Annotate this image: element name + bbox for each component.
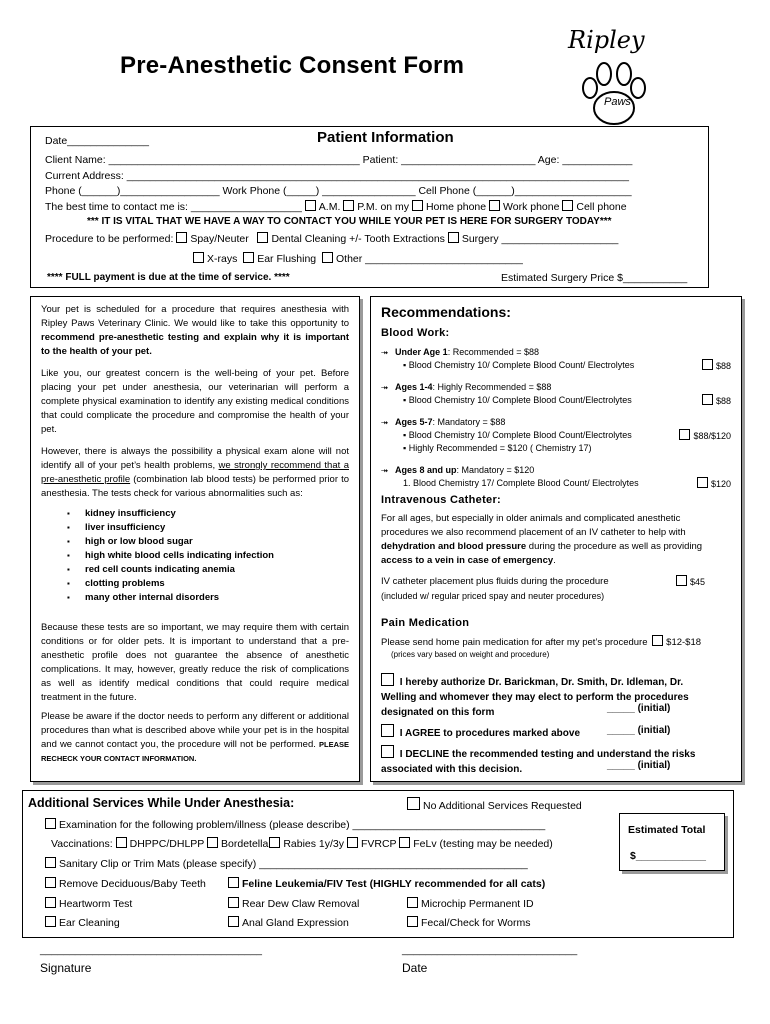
pain-heading: Pain Medication — [381, 617, 470, 629]
pm-label: P.M. on my — [357, 201, 410, 213]
xrays-label: X-rays — [207, 253, 238, 265]
cell-phone-checkbox[interactable] — [562, 200, 573, 211]
under1-price-label: $88 — [715, 361, 731, 371]
age57-price-label: $88/$120 — [693, 431, 731, 441]
exam-underlined: we strongly recommend that a pre-anesthetic profile — [41, 460, 349, 485]
am-label: A.M. — [318, 201, 341, 213]
pain-checkbox[interactable] — [652, 635, 663, 646]
iv-bold-2: access to a vein in case of emergency — [381, 555, 554, 566]
dewclaw-option — [228, 897, 359, 911]
under1-sub: Blood Chemistry 10/ Complete Blood Count/ Electrolytes — [408, 360, 635, 370]
client-name-line[interactable]: Client Name: ___________________________________________ Patient: _______________________ Age: ____________ — [45, 154, 633, 166]
deciduous-label: Remove Deciduous/Baby Teeth — [59, 878, 206, 890]
iv-text: For all ages, but especially in older animals and complicated anesthetic procedures we also recommend placement of an IV catheter to help with — [381, 513, 686, 538]
pain-sub: (prices vary based on weight and procedure) — [391, 650, 550, 659]
age14-desc: : Highly Recommended = $88 — [432, 382, 552, 392]
fecal-checkbox[interactable] — [407, 916, 418, 927]
felv-checkbox[interactable] — [399, 837, 410, 848]
iv-heading: Intravenous Catheter: — [381, 494, 501, 506]
date-field[interactable]: Date______________ — [45, 135, 149, 147]
exam-checkbox[interactable] — [45, 818, 56, 829]
clinic-logo — [560, 22, 670, 132]
sanitary-label[interactable]: Sanitary Clip or Trim Mats (please specify) ______________________________________________ — [59, 858, 528, 870]
age14-sub: Blood Chemistry 10/ Complete Blood Count/Electrolytes — [408, 395, 632, 405]
agree-initial[interactable]: _____ (initial) — [607, 725, 671, 736]
intro-paragraph — [41, 303, 349, 359]
exam-paragraph — [41, 445, 349, 501]
best-time-label[interactable]: The best time to contact me is: ___________________ — [45, 201, 302, 213]
notice-paragraph — [41, 710, 349, 766]
work-phone-checkbox[interactable] — [489, 200, 500, 211]
age57-price — [679, 429, 731, 441]
home-phone-label: Home phone — [425, 201, 487, 213]
page-title: Pre-Anesthetic Consent Form — [120, 52, 465, 79]
microchip-option — [407, 897, 534, 911]
fvrcp-checkbox[interactable] — [347, 837, 358, 848]
exam-label[interactable]: Examination for the following problem/illness (please describe) _________________________________ — [59, 819, 546, 831]
anal-gland-option — [228, 916, 349, 930]
patient-info-section — [30, 126, 709, 288]
procedure-label: Procedure to be performed: — [45, 233, 174, 245]
authorize-checkbox[interactable] — [381, 673, 394, 686]
am-checkbox[interactable] — [305, 200, 316, 211]
iv-bold-1: dehydration and blood pressure — [381, 541, 527, 552]
address-line[interactable]: Current Address: ______________________________________________________________________________________ — [45, 170, 629, 182]
arrow-icon: ⯮ — [381, 465, 389, 475]
info-panel — [30, 296, 360, 782]
age8-price — [697, 477, 731, 489]
arrow-icon: ⯮ — [381, 382, 389, 392]
surgery-checkbox[interactable] — [448, 232, 459, 243]
exam-option — [45, 818, 545, 832]
concern-paragraph: Like you, our greatest concern is the well-being of your pet. Before placing your pet under anesthesia, our veterinarian will perform a complete physical examination to identify any existing medical conditions that could complicate the procedure and compromise the health of your pet. — [41, 368, 349, 435]
bullet: ▪ — [403, 395, 409, 405]
decline-text: I DECLINE the recommended testing and understand the risks associated with this decision. — [381, 749, 696, 775]
felv-test-option — [228, 877, 545, 891]
recommendations-panel — [370, 296, 742, 782]
heartworm-checkbox[interactable] — [45, 897, 56, 908]
deciduous-checkbox[interactable] — [45, 877, 56, 888]
bullet: ▪ — [403, 430, 409, 440]
heartworm-label: Heartworm Test — [59, 898, 133, 910]
iv-option — [381, 575, 609, 603]
dhppc-checkbox[interactable] — [116, 837, 127, 848]
under1-desc: : Recommended = $88 — [447, 347, 539, 357]
procedure-line-2 — [193, 252, 708, 266]
age57-label: Ages 5-7 — [395, 417, 433, 427]
sanitary-option — [45, 857, 528, 871]
vital-notice: *** IT IS VITAL THAT WE HAVE A WAY TO CONTACT YOU WHILE YOUR PET IS HERE FOR SURGERY TODAY*** — [87, 216, 612, 227]
bullet: ▪ — [403, 443, 409, 453]
additional-heading: Additional Services While Under Anesthesia: — [28, 796, 295, 810]
phone-line[interactable]: Phone (______)_________________ Work Phone (_____) ________________ Cell Phone (______)____________________ — [45, 185, 632, 197]
rabies-checkbox[interactable] — [269, 837, 280, 848]
pain-option — [381, 635, 701, 650]
recommendations-heading: Recommendations: — [381, 304, 511, 320]
felv-test-label: Feline Leukemia/FIV Test (HIGHLY recommended for all cats) — [242, 878, 546, 890]
felv-label: FeLv (testing may be needed) — [413, 838, 553, 850]
signature-date-line[interactable]: ______________________________ — [402, 944, 578, 956]
under1-price — [702, 359, 731, 371]
list-item: ▪ liver insufficiency — [41, 521, 349, 535]
blood-ages-8-up — [381, 464, 733, 490]
home-phone-checkbox[interactable] — [412, 200, 423, 211]
age8-sub: 1. Blood Chemistry 17/ Complete Blood Count/ Electrolytes — [403, 478, 639, 488]
spay-neuter-label: Spay/Neuter — [190, 233, 249, 245]
list-item: ▪ clotting problems — [41, 577, 349, 591]
signature-line[interactable]: ______________________________________ — [40, 944, 262, 956]
ear-cleaning-label: Ear Cleaning — [59, 917, 120, 929]
patient-info-heading: Patient Information — [317, 129, 454, 146]
pain-price: $12-$18 — [666, 637, 702, 648]
age57-desc: : Mandatory = $88 — [432, 417, 506, 427]
age57-sub1: Blood Chemistry 10/ Complete Blood Count/Electrolytes — [408, 430, 632, 440]
dewclaw-label: Rear Dew Claw Removal — [242, 898, 360, 910]
iv-price — [676, 575, 705, 587]
age14-checkbox[interactable] — [702, 394, 713, 405]
cell-phone-label: Cell phone — [576, 201, 627, 213]
no-additional-label: No Additional Services Requested — [423, 800, 582, 812]
age8-checkbox[interactable] — [697, 477, 708, 488]
microchip-checkbox[interactable] — [407, 897, 418, 908]
arrow-icon: ⯮ — [381, 347, 389, 357]
decline-block — [381, 745, 729, 777]
bullet: ▪ — [403, 360, 409, 370]
intro-bold: recommend pre-anesthetic testing and explain why it is important to the health of your pet. — [41, 332, 349, 357]
list-item: ▪ many other internal disorders — [41, 591, 349, 605]
signature-date-label: Date — [402, 961, 428, 975]
dewclaw-checkbox[interactable] — [228, 897, 239, 908]
other-checkbox[interactable] — [322, 252, 333, 263]
no-additional-option — [407, 797, 582, 812]
intro-text: Your pet is scheduled for a procedure that requires anesthesia with Ripley Paws Veterinary Clinic. We would like to take this opportunity to — [41, 304, 349, 329]
age14-price-label: $88 — [715, 396, 731, 406]
anal-gland-checkbox[interactable] — [228, 916, 239, 927]
other-label[interactable]: Other ___________________________ — [335, 253, 523, 265]
age14-price — [702, 394, 731, 406]
agree-text: I AGREE to procedures marked above — [399, 728, 581, 739]
logo-paws-text: Paws — [604, 96, 631, 108]
authorize-text: I hereby authorize Dr. Barickman, Dr. Smith, Dr. Idleman, Dr. Welling and whomever they may elect to perform the procedures designated on this form — [381, 677, 689, 718]
agree-checkbox[interactable] — [381, 724, 394, 737]
importance-paragraph: Because these tests are so important, we may require them with certain conditions or for older pets. It is important to understand that a pre-anesthetic profile does not guarantee the absence of anesthetic complications. It may, however, greatly reduce the risk of complications as well as identify medical conditions that could require medical treatment in the future. — [41, 622, 349, 703]
age8-price-label: $120 — [710, 479, 731, 489]
spay-neuter-checkbox[interactable] — [176, 232, 187, 243]
payment-notice: **** FULL payment is due at the time of service. **** — [47, 272, 290, 283]
anal-gland-label: Anal Gland Expression — [242, 917, 349, 929]
ear-cleaning-checkbox[interactable] — [45, 916, 56, 927]
fecal-option — [407, 916, 531, 930]
estimated-surgery-price[interactable]: Estimated Surgery Price $___________ — [501, 272, 688, 284]
dhppc-label: DHPPC/DHLPP — [129, 838, 205, 850]
decline-initial[interactable]: _____ (initial) — [607, 760, 671, 771]
list-item: ▪ high or low blood sugar — [41, 535, 349, 549]
iv-option-label: IV catheter placement plus fluids during the procedure — [381, 576, 609, 587]
rabies-label: Rabies 1y/3y — [283, 838, 345, 850]
arrow-icon: ⯮ — [381, 417, 389, 427]
list-item: ▪ red cell counts indicating anemia — [41, 563, 349, 577]
surgery-label[interactable]: Surgery ____________________ — [461, 233, 619, 245]
exam-text: However, there is always the possibility a physical exam alone will not identify all of your pet’s health problems, — [41, 446, 349, 471]
age8-label: Ages 8 and up — [395, 465, 457, 475]
ear-cleaning-option — [45, 916, 120, 930]
abnormalities-list — [41, 507, 349, 605]
pm-checkbox[interactable] — [343, 200, 354, 211]
felv-test-checkbox[interactable] — [228, 877, 239, 888]
paw-print-icon — [578, 58, 650, 130]
microchip-label: Microchip Permanent ID — [421, 898, 534, 910]
list-item: ▪ kidney insufficiency — [41, 507, 349, 521]
ear-flushing-checkbox[interactable] — [243, 252, 254, 263]
bordetella-label: Bordetella — [221, 838, 269, 850]
decline-checkbox[interactable] — [381, 745, 394, 758]
list-item: ▪ high white blood cells indicating infection — [41, 549, 349, 563]
iv-text-2: during the procedure as well as providing — [526, 541, 703, 552]
heartworm-option — [45, 897, 132, 911]
iv-option-sub: (included w/ regular priced spay and neuter procedures) — [381, 591, 605, 601]
sanitary-checkbox[interactable] — [45, 857, 56, 868]
work-phone-label: Work phone — [503, 201, 560, 213]
dental-checkbox[interactable] — [257, 232, 268, 243]
age8-desc: : Mandatory = $120 — [456, 465, 535, 475]
blood-work-heading: Blood Work: — [381, 327, 450, 339]
iv-checkbox[interactable] — [676, 575, 687, 586]
age14-label: Ages 1-4 — [395, 382, 433, 392]
authorize-initial[interactable]: _____ (initial) — [607, 703, 671, 714]
bordetella-checkbox[interactable] — [207, 837, 218, 848]
additional-services-section — [22, 790, 734, 938]
vaccinations-label: Vaccinations: — [51, 838, 113, 850]
pain-text: Please send home pain medication for after my pet’s procedure — [381, 637, 648, 648]
signature-label: Signature — [40, 961, 92, 975]
blood-ages-1-4 — [381, 381, 733, 407]
agree-block — [381, 724, 580, 739]
xrays-checkbox[interactable] — [193, 252, 204, 263]
iv-description — [381, 512, 727, 568]
under1-label: Under Age 1 — [395, 347, 448, 357]
estimated-total-box — [619, 813, 725, 871]
blood-under-1 — [381, 346, 733, 372]
procedure-line — [45, 232, 708, 246]
vaccinations-line — [51, 837, 553, 851]
ear-flushing-label: Ear Flushing — [257, 253, 317, 265]
no-additional-checkbox[interactable] — [407, 797, 420, 810]
fecal-label: Fecal/Check for Worms — [421, 917, 531, 929]
deciduous-option — [45, 877, 206, 891]
recheck-notice: PLEASE RECHECK YOUR CONTACT INFORMATION. — [41, 740, 349, 763]
dental-label: Dental Cleaning +/- Tooth Extractions — [271, 233, 445, 245]
iv-price-label: $45 — [689, 577, 705, 587]
notice-text: Please be aware if the doctor needs to perform any different or additional procedures than what is described above while your pet is in the hospital and we cannot contact you, the procedure will not be performed. — [41, 711, 349, 750]
fvrcp-label: FVRCP — [360, 838, 397, 850]
age57-sub2: Highly Recommended = $120 ( Chemistry 17) — [408, 443, 592, 453]
estimated-total-label: Estimated Total — [628, 824, 706, 836]
estimated-total-value[interactable]: $____________ — [630, 850, 706, 862]
logo-text: Ripley — [568, 26, 645, 54]
under1-checkbox[interactable] — [702, 359, 713, 370]
exam-text-end: (combination lab blood tests) be performed prior to anesthesia. The tests check for various abnormalities such as: — [41, 474, 349, 499]
iv-text-end: . — [553, 555, 556, 566]
best-time-line — [45, 200, 708, 214]
age57-checkbox[interactable] — [679, 429, 690, 440]
